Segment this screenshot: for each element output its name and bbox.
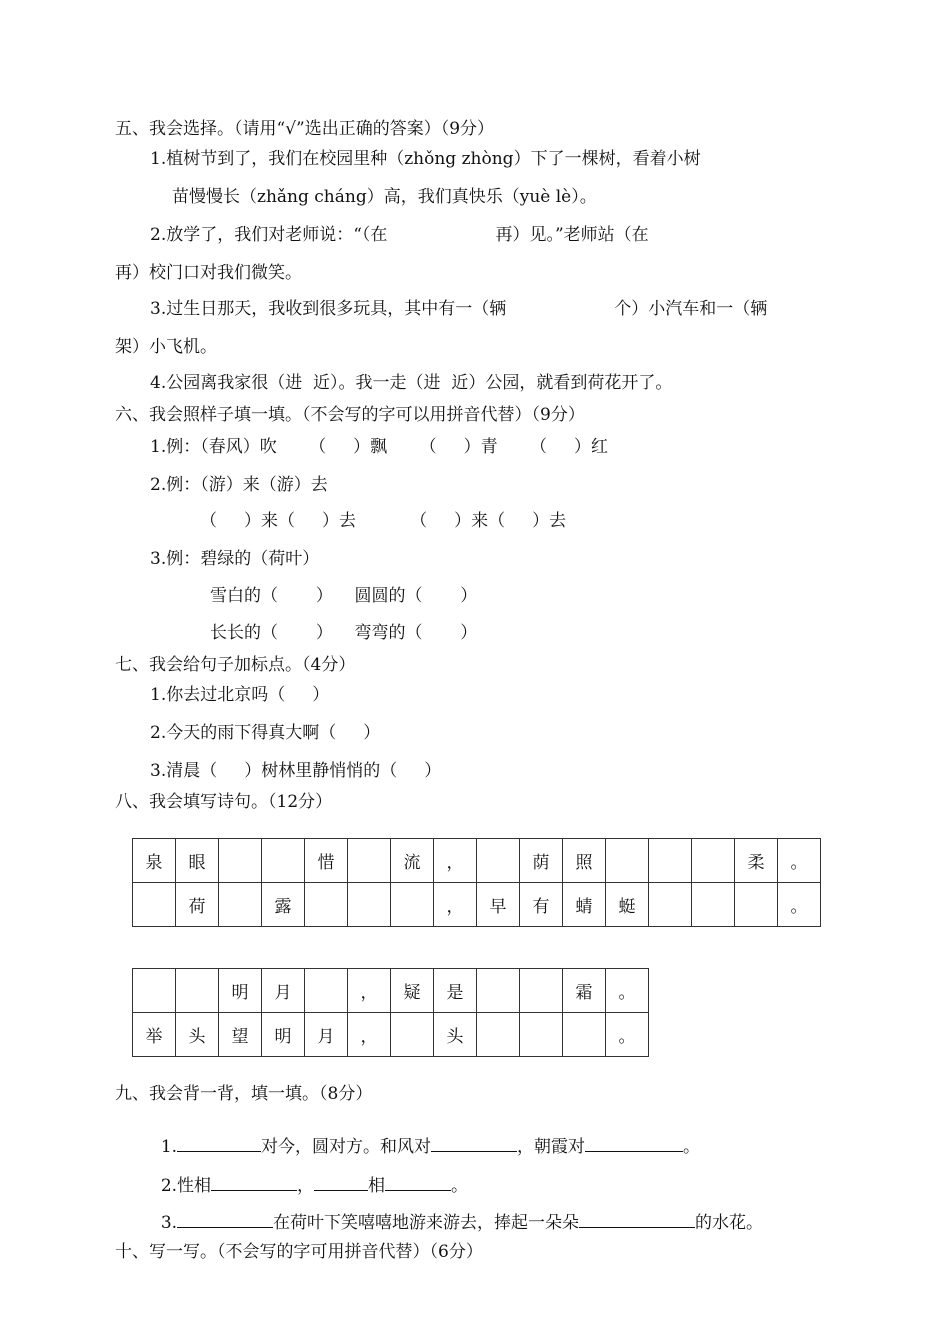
s9-q3-num: 3. <box>160 1213 178 1233</box>
poem-row <box>133 969 649 1013</box>
s5-q3-line1: 3.过生日那天，我收到很多玩具，其中有一（辆 个）小汽车和一（辆 <box>150 299 768 319</box>
poem-blank-cell[interactable] <box>520 1013 563 1057</box>
section-6-title: 六、我会照样子填一填。（不会写的字可以用拼音代替）（9分） <box>115 405 585 425</box>
poem-char-cell: 露 <box>262 883 305 927</box>
poem-char-cell: 头 <box>176 1013 219 1057</box>
poem-char-cell: 蜻 <box>563 883 606 927</box>
s9-q3-blank-1[interactable] <box>177 1211 273 1228</box>
s6-q3-line3: 长长的（ ） 弯弯的（ ） <box>210 623 478 643</box>
s6-q3-line2: 雪白的（ ） 圆圆的（ ） <box>210 586 478 606</box>
poem-char-cell: ， <box>434 883 477 927</box>
poem-char-cell: 月 <box>305 1013 348 1057</box>
poem-char-cell: 荷 <box>176 883 219 927</box>
poem-blank-cell[interactable] <box>305 883 348 927</box>
s5-q1-line2: 苗慢慢长（zhǎng cháng）高，我们真快乐（yuè lè）。 <box>172 187 597 207</box>
s9-q3-text-1: 在荷叶下笑嘻嘻地游来游去，捧起一朵朵 <box>273 1213 580 1233</box>
s9-q1-text-2: ，朝霞对 <box>517 1137 586 1157</box>
poem-char-cell: 眼 <box>176 839 219 883</box>
poem-blank-cell[interactable] <box>391 883 434 927</box>
poem-blank-cell[interactable] <box>735 883 778 927</box>
poem-char-cell: 霜 <box>563 969 606 1013</box>
poem-blank-cell[interactable] <box>305 969 348 1013</box>
poem-blank-cell[interactable] <box>477 969 520 1013</box>
poem-blank-cell[interactable] <box>348 883 391 927</box>
s9-q2-text-1: 2.性相 <box>160 1176 212 1196</box>
s9-q3-blank-2[interactable] <box>579 1211 695 1228</box>
s9-q1-num: 1. <box>160 1137 178 1157</box>
s5-q3-line2: 架）小飞机。 <box>115 337 217 357</box>
poem-char-cell: 。 <box>778 839 821 883</box>
section-10-title: 十、写一写。（不会写的字可用拼音代替）（6分） <box>115 1242 483 1262</box>
poem-row <box>133 883 821 927</box>
s9-q2-text-2: ， <box>297 1176 315 1196</box>
poem-char-cell: 有 <box>520 883 563 927</box>
s9-q1-blank-3[interactable] <box>585 1135 683 1152</box>
poem-blank-cell[interactable] <box>262 839 305 883</box>
s9-q1-text-3: 。 <box>683 1137 701 1157</box>
poem-blank-cell[interactable] <box>692 883 735 927</box>
poem-char-cell: 惜 <box>305 839 348 883</box>
s9-q3 <box>150 1189 763 1234</box>
s9-q1-blank-2[interactable] <box>431 1135 517 1152</box>
poem-char-cell: 月 <box>262 969 305 1013</box>
poem-char-cell: ， <box>348 969 391 1013</box>
poem-blank-cell[interactable] <box>477 1013 520 1057</box>
poem-blank-cell[interactable] <box>477 839 520 883</box>
poem-row <box>133 839 821 883</box>
s9-q1-blank-1[interactable] <box>177 1135 261 1152</box>
poem-blank-cell[interactable] <box>606 839 649 883</box>
poem-row <box>133 1013 649 1057</box>
poem-blank-cell[interactable] <box>219 839 262 883</box>
poem-char-cell: 明 <box>262 1013 305 1057</box>
poem-blank-cell[interactable] <box>219 883 262 927</box>
poem-char-cell: 照 <box>563 839 606 883</box>
s6-q2-blanks: （ ）来（ ）去 （ ）来（ ）去 <box>200 511 567 531</box>
s7-q1: 1.你去过北京吗（ ） <box>150 685 330 705</box>
poem-blank-cell[interactable] <box>391 1013 434 1057</box>
poem-blank-cell[interactable] <box>520 969 563 1013</box>
poem-char-cell: 头 <box>434 1013 477 1057</box>
poem-char-cell: 疑 <box>391 969 434 1013</box>
s6-q2: 2.例：（游）来（游）去 <box>150 475 328 495</box>
s7-q3: 3.清晨（ ）树林里静悄悄的（ ） <box>150 761 442 781</box>
poem-char-cell: 荫 <box>520 839 563 883</box>
s6-q1: 1.例：（春风）吹 （ ）飘 （ ）青 （ ）红 <box>150 437 609 457</box>
poem-char-cell: ， <box>348 1013 391 1057</box>
s5-q2-line1: 2.放学了，我们对老师说：“（在 再）见。”老师站（在 <box>150 225 649 245</box>
poem-blank-cell[interactable] <box>649 883 692 927</box>
s5-q2-line2: 再）校门口对我们微笑。 <box>115 263 302 283</box>
poem-blank-cell[interactable] <box>649 839 692 883</box>
s9-q2-text-4: 。 <box>451 1176 469 1196</box>
poem-char-cell: 。 <box>606 1013 649 1057</box>
poem-table-2 <box>132 968 649 1057</box>
poem-char-cell: 。 <box>606 969 649 1013</box>
poem-char-cell: 柔 <box>735 839 778 883</box>
poem-blank-cell[interactable] <box>133 969 176 1013</box>
poem-char-cell: 望 <box>219 1013 262 1057</box>
s5-q4: 4.公园离我家很（进 近）。我一走（进 近）公园，就看到荷花开了。 <box>150 373 673 393</box>
poem-char-cell: 举 <box>133 1013 176 1057</box>
poem-blank-cell[interactable] <box>563 1013 606 1057</box>
s9-q1-text-1: 对今，圆对方。和风对 <box>261 1137 432 1157</box>
poem-blank-cell[interactable] <box>133 883 176 927</box>
section-7-title: 七、我会给句子加标点。（4分） <box>115 655 356 675</box>
section-9-title: 九、我会背一背，填一填。（8分） <box>115 1084 373 1104</box>
poem-char-cell: 。 <box>778 883 821 927</box>
poem-char-cell: 明 <box>219 969 262 1013</box>
poem-char-cell: 泉 <box>133 839 176 883</box>
poem-char-cell: 是 <box>434 969 477 1013</box>
poem-blank-cell[interactable] <box>176 969 219 1013</box>
poem-table-1 <box>132 838 821 927</box>
s9-q2-text-3: 相 <box>368 1176 386 1196</box>
s6-q3: 3.例：碧绿的（荷叶） <box>150 549 320 569</box>
poem-blank-cell[interactable] <box>692 839 735 883</box>
section-8-title: 八、我会填写诗句。（12分） <box>115 792 333 812</box>
poem-char-cell: 流 <box>391 839 434 883</box>
poem-blank-cell[interactable] <box>348 839 391 883</box>
poem-char-cell: ， <box>434 839 477 883</box>
s5-q1-line1: 1.植树节到了，我们在校园里种（zhǒng zhòng）下了一棵树，看着小树 <box>150 149 701 169</box>
poem-char-cell: 蜓 <box>606 883 649 927</box>
s7-q2: 2.今天的雨下得真大啊（ ） <box>150 723 381 743</box>
poem-char-cell: 早 <box>477 883 520 927</box>
section-5-title: 五、我会选择。（请用“√”选出正确的答案）（9分） <box>115 119 495 139</box>
s9-q3-text-2: 的水花。 <box>695 1213 764 1233</box>
